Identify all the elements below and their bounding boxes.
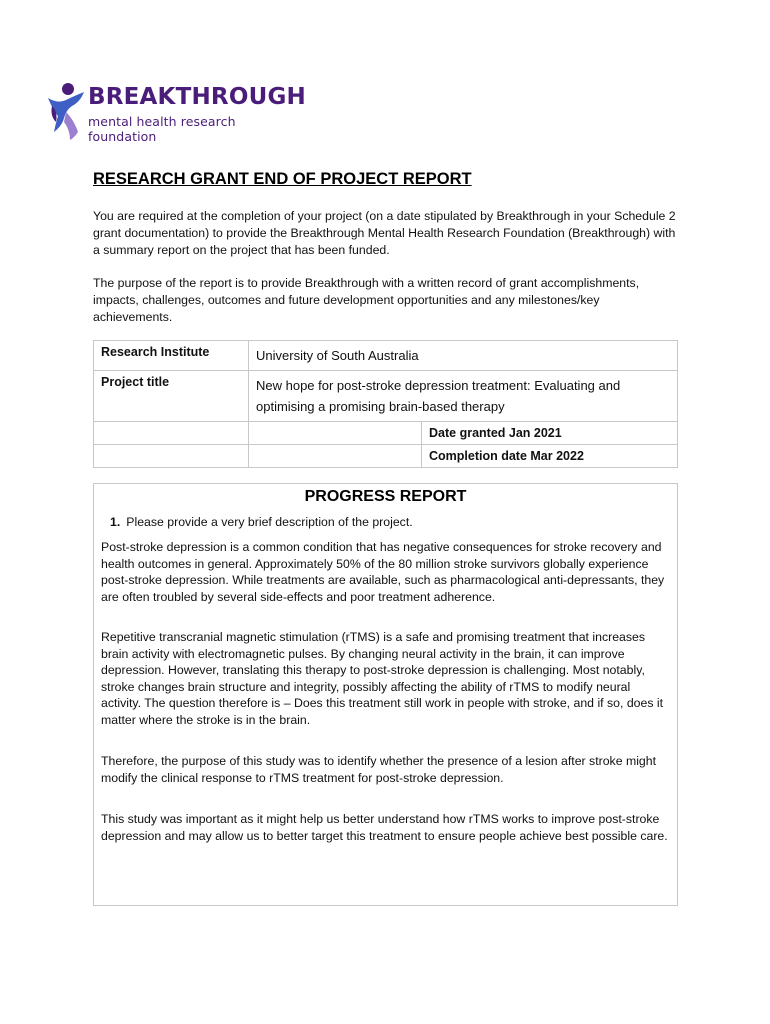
- empty-cell: [249, 422, 422, 445]
- logo-subtitle: mental health research foundation: [88, 114, 236, 144]
- table-row: [94, 422, 678, 445]
- table-row: [94, 341, 678, 371]
- table-row: [94, 445, 678, 468]
- intro-paragraph-2: The purpose of the report is to provide Breakthrough with a written record of grant accomplishments, impacts, challenges, outcomes and future development opportunities and any milestones/key achievements.: [93, 276, 640, 324]
- page-title: RESEARCH GRANT END OF PROJECT REPORT: [93, 170, 472, 188]
- progress-report-title: PROGRESS REPORT: [304, 488, 467, 505]
- institute-value: University of South Australia: [249, 341, 678, 371]
- empty-cell: [94, 422, 249, 445]
- empty-cell: [249, 445, 422, 468]
- answer-paragraph-4: This study was important as it might help us better understand how rTMS works to improve post-stroke depression and may allow us to better target this treatment to ensure people achieve best possible care.: [101, 812, 668, 843]
- table-row: [94, 371, 678, 422]
- question-number: 1.: [110, 515, 121, 529]
- logo: [44, 82, 304, 144]
- question-text: Please provide a very brief description of the project.: [126, 515, 413, 529]
- empty-cell: [94, 445, 249, 468]
- date-granted: Date granted Jan 2021: [422, 422, 678, 445]
- institute-label: Research Institute: [94, 341, 249, 371]
- answer-paragraph-1: Post-stroke depression is a common condition that has negative consequences for stroke recovery and health outcomes in general. Approximately 50% of the 80 million stroke survivors globally experience post-stroke depression. While treatments are available, such as pharmacological anti-depressants, they are often troubled by several side-effects and poor treatment adherence.: [101, 540, 665, 604]
- completion-date: Completion date Mar 2022: [422, 445, 678, 468]
- progress-report-box: [93, 483, 678, 906]
- project-title-value: New hope for post-stroke depression treatment: Evaluating and optimising a promising brain-based therapy: [249, 371, 678, 422]
- project-info-table: [93, 340, 678, 468]
- breakthrough-figure-icon: [44, 82, 88, 142]
- project-title-label: Project title: [94, 371, 249, 422]
- answer-paragraph-3: Therefore, the purpose of this study was to identify whether the presence of a lesion after stroke might modify the clinical response to rTMS treatment for post-stroke depression.: [101, 754, 657, 785]
- question-1: [110, 515, 413, 529]
- intro-paragraph-1: You are required at the completion of your project (on a date stipulated by Breakthrough in your Schedule 2 grant documentation) to provide the Breakthrough Mental Health Research Foundation (Breakthrough) with a summary report on the project that has been funded.: [93, 209, 676, 257]
- answer-paragraph-2: Repetitive transcranial magnetic stimulation (rTMS) is a safe and promising treatment that increases brain activity with electromagnetic pulses. By changing neural activity in the brain, it can improve depression. However, translating this therapy to post-stroke depression is challenging. Most notably, stroke changes brain structure and integrity, possibly affecting the ability of rTMS to modify neural activity. The question therefore is – Does this treatment still work in people with stroke, and if so, does it matter where the stroke is in the brain.: [101, 630, 664, 727]
- logo-wordmark: BREAKTHROUGH: [88, 84, 306, 110]
